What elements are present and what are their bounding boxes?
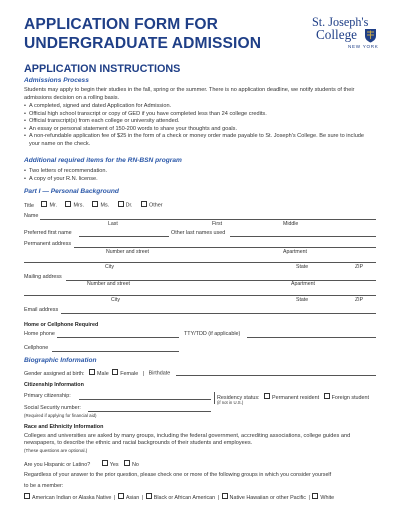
mailing-address-label: Mailing address xyxy=(24,274,62,280)
tty-field[interactable] xyxy=(247,337,376,338)
ssn-label: Social Security number: xyxy=(24,405,81,411)
group-option-asian[interactable]: Asian xyxy=(118,495,140,501)
title-label: Title xyxy=(24,202,34,209)
checkbox-icon[interactable] xyxy=(112,369,118,375)
birthdate-label: Birthdate xyxy=(148,370,171,377)
name-label: Name xyxy=(24,213,39,219)
checkbox-icon[interactable] xyxy=(41,201,47,207)
title-line-1: APPLICATION FORM FOR xyxy=(24,16,219,33)
preferred-name-field[interactable] xyxy=(79,236,169,237)
permanent-street-field[interactable] xyxy=(74,247,376,248)
checkbox-icon[interactable] xyxy=(118,493,124,499)
admissions-heading: Admissions Process xyxy=(24,77,89,84)
group-option-white[interactable]: White xyxy=(312,495,334,501)
name-field[interactable] xyxy=(40,219,376,220)
race-heading: Race and Ethnicity Information xyxy=(24,424,104,430)
groups-row xyxy=(24,493,334,501)
divider xyxy=(214,392,215,404)
street-caption: Number and street xyxy=(106,249,149,255)
checkbox-icon[interactable] xyxy=(65,201,71,207)
email-label: Email address xyxy=(24,307,59,313)
street-caption: Number and street xyxy=(87,281,130,287)
divider: | xyxy=(113,494,116,501)
state-caption: State xyxy=(296,297,309,303)
hispanic-option-yes[interactable]: Yes xyxy=(102,462,119,468)
gender-label: Gender assigned at birth: xyxy=(24,370,85,377)
list-item: • Two letters of recommendation. xyxy=(24,168,376,176)
checkbox-icon[interactable] xyxy=(24,493,30,499)
birthdate-field[interactable] xyxy=(176,375,376,376)
checkbox-icon[interactable] xyxy=(102,460,108,466)
checkbox-icon[interactable] xyxy=(146,493,152,499)
permanent-address-label: Permanent address xyxy=(24,241,72,247)
bio-heading: Biographic Information xyxy=(24,357,97,364)
checkbox-icon[interactable] xyxy=(324,393,330,399)
tty-label: TTY/TDD (if applicable) xyxy=(184,331,241,337)
list-item: • A completed, signed and dated Application for Admission. xyxy=(24,103,376,111)
zip-caption: ZIP xyxy=(355,297,364,303)
part1-heading: Part I — Personal Background xyxy=(24,188,119,195)
list-item: • A copy of your R.N. license. xyxy=(24,176,376,184)
rn-list xyxy=(24,168,376,183)
divider: | xyxy=(141,494,144,501)
logo-text-1: St. Joseph's xyxy=(312,15,369,29)
college-logo xyxy=(312,16,378,56)
title-option-other[interactable]: Other xyxy=(141,201,162,209)
gender-row xyxy=(24,369,170,377)
group-option-native-hawaiian[interactable]: Native Hawaiian or other Pacific xyxy=(222,495,306,501)
home-phone-label: Home phone xyxy=(24,331,55,337)
divider: | xyxy=(308,494,310,501)
title-option-ms[interactable]: Ms. xyxy=(92,201,109,209)
residency-option-foreign[interactable]: Foreign student xyxy=(324,395,369,401)
permanent-city-field[interactable] xyxy=(24,262,376,263)
cellphone-label: Cellphone xyxy=(24,345,49,351)
city-caption: City xyxy=(111,297,120,303)
other-last-names-label: Other last names used xyxy=(171,230,226,236)
cellphone-field[interactable] xyxy=(52,351,179,352)
group-option-black[interactable]: Black or African American xyxy=(146,495,215,501)
checkbox-icon[interactable] xyxy=(124,460,130,466)
apartment-caption: Apartment xyxy=(283,249,307,255)
primary-citizenship-field[interactable] xyxy=(79,399,211,400)
list-item: • An essay or personal statement of 150-200 words to share your thoughts and goals. xyxy=(24,126,376,134)
checkbox-icon[interactable] xyxy=(264,393,270,399)
email-field[interactable] xyxy=(61,313,376,314)
residency-option-permanent[interactable]: Permanent resident xyxy=(264,395,319,401)
page-title xyxy=(24,16,294,53)
instructions-heading: APPLICATION INSTRUCTIONS xyxy=(24,63,181,75)
list-item: • A non-refundable application fee of $25 in the form of a check or money order made payable to St. Joseph's College. Be sure to include your name on the check. xyxy=(24,133,376,148)
primary-citizenship-label: Primary citizenship: xyxy=(24,393,71,399)
preferred-name-label: Preferred first name xyxy=(24,230,72,236)
checkbox-icon[interactable] xyxy=(222,493,228,499)
regardless-text: Regardless of your answer to the prior question, please check one or more of the following groups in which you consider yourself xyxy=(24,472,332,478)
city-caption: City xyxy=(105,264,114,270)
logo-text-3: NEW YORK xyxy=(348,44,379,49)
phone-heading: Home or Cellphone Required xyxy=(24,322,99,328)
title-option-mr[interactable]: Mr. xyxy=(41,201,57,209)
residency-note: (if not in U.S.) xyxy=(217,400,244,405)
checkbox-icon[interactable] xyxy=(92,201,98,207)
checkbox-icon[interactable] xyxy=(141,201,147,207)
checkbox-icon[interactable] xyxy=(118,201,124,207)
residency-label: Residency status: xyxy=(217,394,260,401)
list-item: • Official high school transcript or copy of GED if you have completed less than 24 college credits. xyxy=(24,111,376,119)
checkbox-icon[interactable] xyxy=(89,369,95,375)
hispanic-question: Are you Hispanic or Latino? xyxy=(24,461,91,468)
middle-caption: Middle xyxy=(283,221,299,227)
last-caption: Last xyxy=(108,221,118,227)
divider: | xyxy=(142,370,145,377)
state-caption: State xyxy=(296,264,309,270)
optional-note: (These questions are optional.) xyxy=(24,448,88,453)
first-caption: First xyxy=(212,221,223,227)
group-option-american-indian[interactable]: American Indian or Alaska Native xyxy=(24,495,111,501)
checkbox-icon[interactable] xyxy=(312,493,318,499)
to-be-text: to be a member: xyxy=(24,483,64,489)
gender-option-female[interactable]: Female xyxy=(112,371,138,377)
home-phone-field[interactable] xyxy=(57,337,179,338)
gender-option-male[interactable]: Male xyxy=(89,371,109,377)
zip-caption: ZIP xyxy=(355,264,364,270)
requirements-list xyxy=(24,103,376,149)
logo-text-2: College xyxy=(316,27,358,42)
ssn-note: (Required if applying for financial aid) xyxy=(24,413,97,418)
hispanic-row xyxy=(24,460,139,468)
list-item: • Official transcript(s) from each college or university attended. xyxy=(24,118,376,126)
other-last-names-field[interactable] xyxy=(230,236,376,237)
race-intro: Colleges and universities are asked by many groups, including the federal government, accrediting associations, college guides and newspapers, to describe the ethnic and racial backgrounds of their students and employees. xyxy=(24,433,351,447)
mailing-city-field[interactable] xyxy=(24,295,376,296)
divider: | xyxy=(217,494,220,501)
title-option-mrs[interactable]: Mrs. xyxy=(65,201,83,209)
title-option-dr[interactable]: Dr. xyxy=(118,201,133,209)
apartment-caption: Apartment xyxy=(291,281,315,287)
admissions-intro: Students may apply to begin their studies in the fall, spring or the summer. There is no application deadline, we notify students of their admissions decision on a rolling basis. xyxy=(24,87,355,101)
shield-icon xyxy=(364,28,377,43)
rn-heading: Additional required items for the RN-BSN program xyxy=(24,157,182,164)
citizenship-heading: Citizenship Information xyxy=(24,382,84,388)
title-line-2: UNDERGRADUATE ADMISSION xyxy=(24,34,262,52)
title-row xyxy=(24,201,170,209)
ssn-field[interactable] xyxy=(88,411,211,412)
hispanic-option-no[interactable]: No xyxy=(124,462,139,468)
